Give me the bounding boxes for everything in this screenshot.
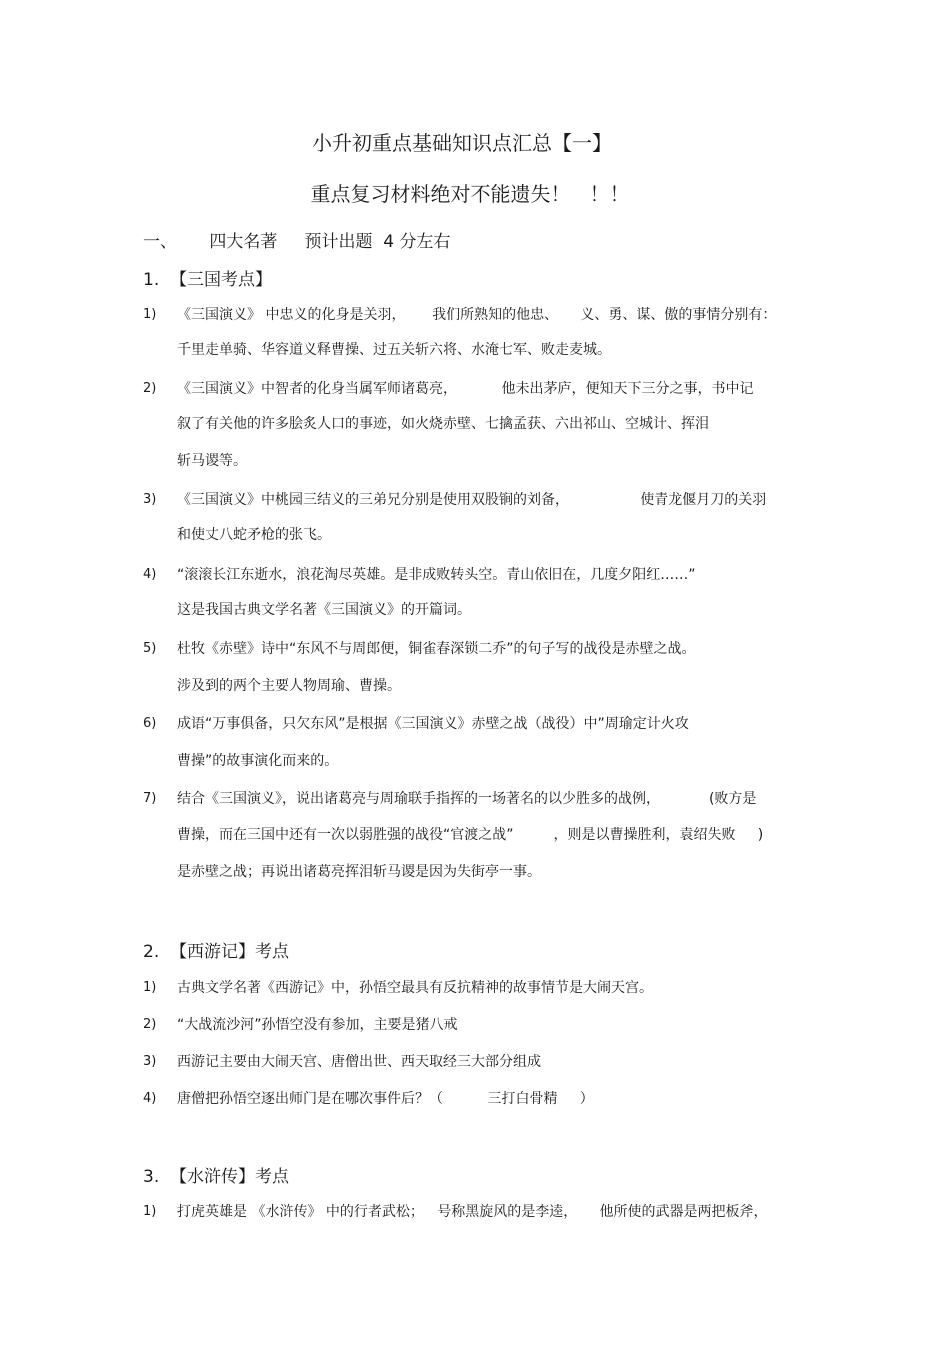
item-number: 1) [143,980,157,995]
item-line: 西游记主要由大闹天宫、唐僧出世、西天取经三大部分组成 [177,1054,541,1070]
shuihu-heading: 3. 【水浒传】考点 [143,1167,290,1187]
item-number: 3) [143,1054,157,1069]
item-line: 成语“万事俱备，只欠东风”是根据《三国演义》赤壁之战（战役）中”周瑜定计火攻 [177,716,689,732]
item-number: 2) [143,381,157,396]
item-line: 这是我国古典文学名著《三国演义》的开篇词。 [177,602,471,618]
item-number: 1) [143,1204,157,1219]
item-line: 古典文学名著《西游记》中，孙悟空最具有反抗精神的故事情节是大闹天宫。 [177,980,653,996]
xiyouji-heading: 2. 【西游记】考点 [143,942,290,962]
item-line: 《三国演义》中智者的化身当属军师诸葛亮， 他未出茅庐，便知天下三分之事，书中记 [177,381,754,397]
item-line: 《三国演义》中桃园三结义的三弟兄分别是使用双股锏的刘备， 使青龙偃月刀的关羽 [177,492,767,508]
item-number: 7) [143,791,157,806]
item-number: 4) [143,567,157,582]
item-line: 斩马谡等。 [177,453,247,469]
item-line: 是赤壁之战；再说出诸葛亮挥泪斩马谡是因为失街亭一事。 [177,864,541,880]
item-line: 杜牧《赤壁》诗中“东风不与周郎便，铜雀春深锁二乔”的句子写的战役是赤壁之战。 [177,641,696,657]
item-line: “大战流沙河”孙悟空没有参加，主要是猪八戒 [177,1017,458,1033]
sanguo-heading: 1. 【三国考点】 [143,270,273,290]
item-line: 曹操”的故事演化而来的。 [177,753,339,769]
item-line: 唐僧把孙悟空逐出师门是在哪次事件后？（ 三打白骨精 ） [177,1091,594,1107]
item-line: 和使丈八蛇矛枪的张飞。 [177,527,331,543]
document-subtitle: 重点复习材料绝对不能遗失！ ！！ [310,182,630,206]
item-line: 曹操，而在三国中还有一次以弱胜强的战役“官渡之战” ，则是以曹操胜利，袁绍失败 ) [177,827,764,843]
item-number: 2) [143,1017,157,1032]
item-line: 千里走单骑、华容道义释曹操、过五关斩六将、水淹七军、败走麦城。 [177,342,611,358]
item-line: 《三国演义》 中忠义的化身是关羽， 我们所熟知的他忠、 义、勇、谋、傲的事情分别有： [177,307,777,323]
item-line: 叙了有关他的许多脍炙人口的事迹，如火烧赤壁、七擒孟获、六出祁山、空城计、挥泪 [177,416,709,432]
item-number: 5) [143,641,157,656]
item-number: 4) [143,1091,157,1106]
item-line: 打虎英雄是 《水浒传》 中的行者武松； 号称黑旋风的是李逵， 他所使的武器是两把板斧， [177,1204,768,1220]
item-line: “滚滚长江东逝水，浪花淘尽英雄。是非成败转头空。青山依旧在，几度夕阳红……” [177,567,696,583]
item-number: 1) [143,307,157,322]
item-number: 6) [143,716,157,731]
item-line: 涉及到的两个主要人物周瑜、曹操。 [177,678,401,694]
document-title: 小升初重点基础知识点汇总【一】 [312,131,612,155]
item-number: 3) [143,492,157,507]
section-one-heading: 一、 四大名著 预计出题 4 分左右 [143,232,451,252]
item-line: 结合《三国演义》，说出诸葛亮与周瑜联手指挥的一场著名的以少胜多的战例， (败方是 [177,791,757,807]
